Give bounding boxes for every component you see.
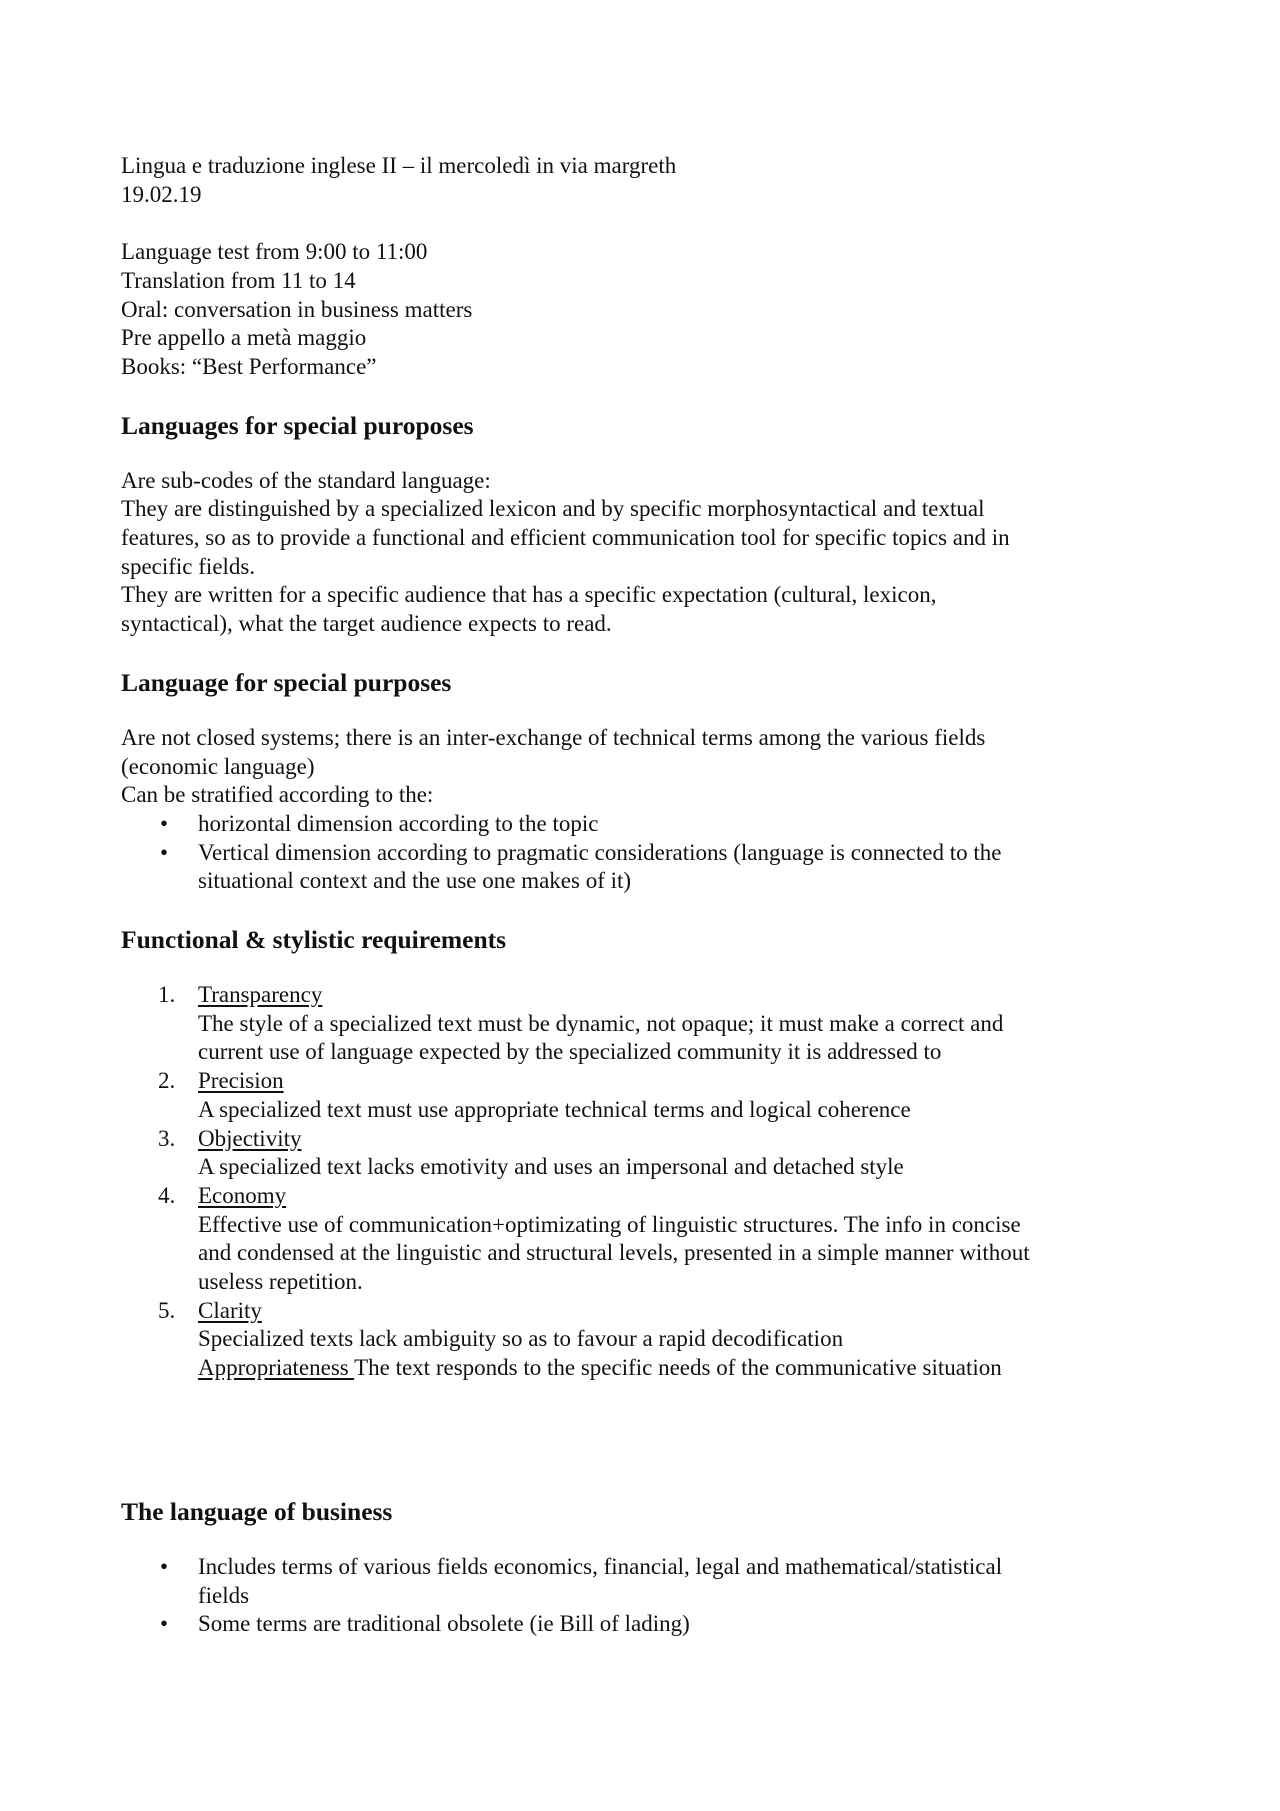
document-title-line: Lingua e traduzione inglese II – il mercoledì in via margreth — [121, 153, 677, 178]
info-line: Books: “Best Performance” — [121, 353, 377, 379]
list-number: 1. — [158, 982, 176, 1008]
item-desc-line: A specialized text must use appropriate technical terms and logical coherence — [198, 1096, 911, 1122]
item-title: Objectivity — [198, 1125, 302, 1151]
section-heading: Language for special purposes — [121, 667, 452, 697]
bullet-list — [121, 1553, 1160, 1639]
item-desc-line: Effective use of communication+optimizating of linguistic structures. The info in concise — [198, 1211, 1021, 1237]
spacer — [121, 639, 1160, 667]
item-title: Economy — [198, 1182, 287, 1208]
item-extra-line — [198, 1354, 1160, 1383]
list-item — [121, 981, 1160, 1067]
list-item — [121, 1067, 1160, 1124]
list-item — [121, 1125, 1160, 1182]
list-item-line: situational context and the use one makes of it) — [198, 868, 632, 894]
body-line: They are written for a specific audience that has a specific expectation (cultural, lexicon, — [121, 582, 937, 608]
bullet-marker: • — [160, 1553, 169, 1579]
body-line: Are not closed systems; there is an inter-exchange of technical terms among the various fields — [121, 724, 986, 750]
body-line: Can be stratified according to the: — [121, 782, 434, 808]
spacer — [121, 1528, 1160, 1553]
list-item — [121, 1297, 1160, 1383]
item-desc-line: and condensed at the linguistic and structural levels, presented in a simple manner without — [198, 1240, 1030, 1266]
info-line: Translation from 11 to 14 — [121, 267, 356, 293]
spacer — [121, 699, 1160, 724]
numbered-list — [121, 981, 1160, 1383]
list-item-line: Vertical dimension according to pragmatic considerations (language is connected to the — [198, 839, 1002, 865]
info-line: Language test from 9:00 to 11:00 — [121, 239, 428, 265]
item-desc-line: The style of a specialized text must be dynamic, not opaque; it must make a correct and — [198, 1010, 1004, 1036]
list-item-line: Includes terms of various fields economics, financial, legal and mathematical/statistical — [198, 1553, 1003, 1579]
body-line: specific fields. — [121, 553, 256, 579]
item-desc-line: useless repetition. — [198, 1269, 363, 1295]
body-line: features, so as to provide a functional and efficient communication tool for specific topics and in — [121, 525, 1010, 551]
list-item-line: horizontal dimension according to the topic — [198, 810, 599, 836]
list-item — [121, 810, 1160, 839]
body-line: They are distinguished by a specialized lexicon and by specific morphosyntactical and textual — [121, 496, 985, 522]
item-title: Precision — [198, 1068, 284, 1094]
body-line: (economic language) — [121, 753, 315, 779]
list-item — [121, 839, 1160, 896]
item-desc-line: Specialized texts lack ambiguity so as to favour a rapid decodification — [198, 1326, 844, 1352]
spacer — [121, 956, 1160, 981]
body-line: Are sub-codes of the standard language: — [121, 467, 491, 493]
list-number: 5. — [158, 1297, 176, 1323]
list-item — [121, 1182, 1160, 1297]
item-extra-title: Appropriateness — [198, 1355, 355, 1381]
list-number: 4. — [158, 1182, 176, 1208]
list-item — [121, 1553, 1160, 1610]
list-number: 3. — [158, 1125, 176, 1151]
item-desc-line: current use of language expected by the specialized community it is addressed to — [198, 1039, 942, 1065]
item-extra-text: The text responds to the specific needs of the communicative situation — [354, 1355, 1002, 1381]
bullet-marker: • — [160, 1611, 169, 1637]
info-line: Pre appello a metà maggio — [121, 325, 367, 351]
spacer — [121, 209, 1160, 238]
info-line: Oral: conversation in business matters — [121, 296, 473, 322]
bullet-marker: • — [160, 810, 169, 836]
bullet-marker: • — [160, 839, 169, 865]
document-date: 19.02.19 — [121, 181, 202, 207]
list-item — [121, 1610, 1160, 1639]
list-item-line: fields — [198, 1582, 250, 1608]
spacer — [121, 1383, 1160, 1496]
section-heading: Functional & stylistic requirements — [121, 925, 507, 955]
bullet-list — [121, 810, 1160, 896]
list-item-line: Some terms are traditional obsolete (ie Bill of lading) — [198, 1611, 690, 1637]
spacer — [121, 442, 1160, 467]
spacer — [121, 896, 1160, 924]
spacer — [121, 382, 1160, 410]
item-title: Transparency — [198, 982, 323, 1008]
list-number: 2. — [158, 1068, 176, 1094]
item-desc-line: A specialized text lacks emotivity and uses an impersonal and detached style — [198, 1154, 904, 1180]
body-line: syntactical), what the target audience expects to read. — [121, 611, 612, 637]
section-heading: Languages for special puroposes — [121, 410, 474, 440]
item-title: Clarity — [198, 1297, 262, 1323]
section-heading: The language of business — [121, 1496, 393, 1526]
